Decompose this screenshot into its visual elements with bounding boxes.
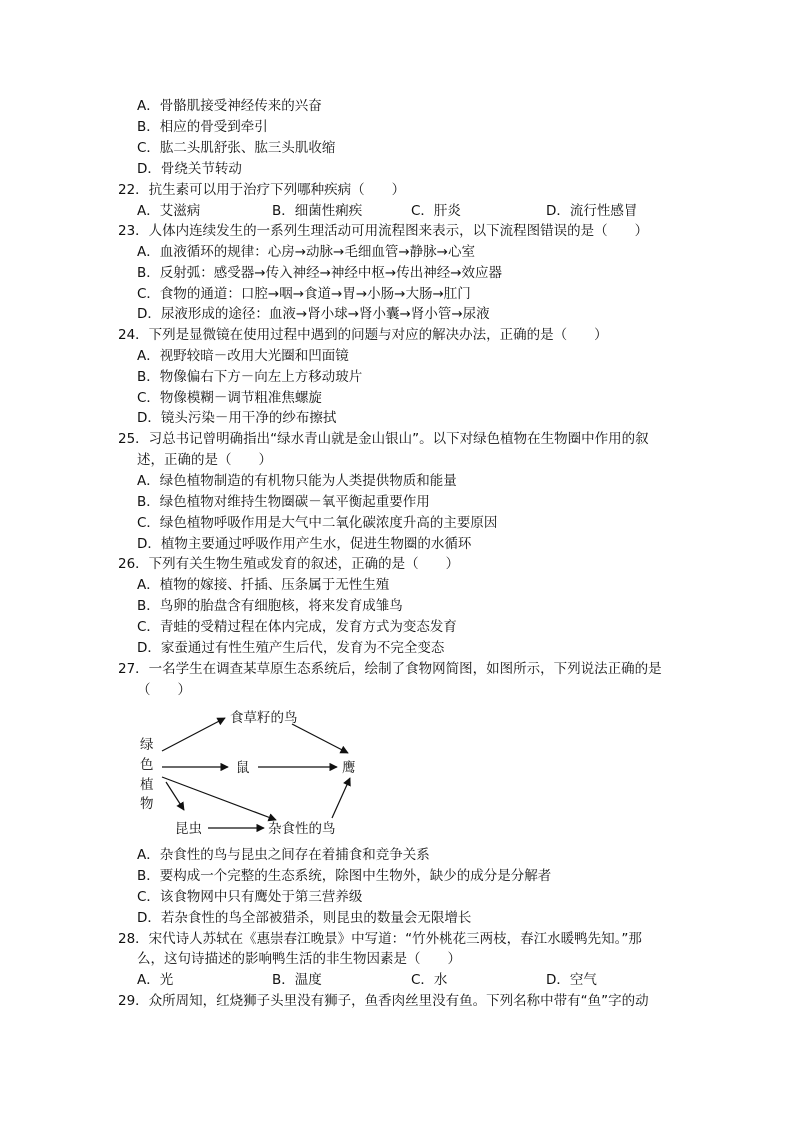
producer-char-3: 植 <box>140 777 154 793</box>
q25-option-a: A．绿色植物制造的有机物只能为人类提供物质和能量 <box>137 473 457 489</box>
seed-bird-label: 食草籽的鸟 <box>230 710 298 726</box>
q27-option-d: D．若杂食性的鸟全部被猎杀，则昆虫的数量会无限增长 <box>137 910 472 926</box>
q28-option-c: C．水 <box>411 972 448 988</box>
producer-char-2: 色 <box>140 757 154 773</box>
producer-char-1: 绿 <box>140 737 154 753</box>
q27-stem-line1: 27．一名学生在调查某草原生态系统后，绘制了食物网简图，如图所示，下列说法正确的是 <box>118 661 662 677</box>
q24-option-c: C．物像模糊－调节粗准焦螺旋 <box>137 390 322 406</box>
q21-option-d: D．骨绕关节转动 <box>137 161 242 177</box>
arrow-plant-to-omnivore-bird <box>162 777 276 820</box>
hawk-label: 鹰 <box>342 760 356 776</box>
q22-option-c: C．肝炎 <box>411 203 461 219</box>
q29-stem-line1: 29．众所周知，红烧狮子头里没有狮子，鱼香肉丝里没有鱼。下列名称中带有“鱼”字的动 <box>118 993 649 1009</box>
q28-stem-line1: 28．宋代诗人苏轼在《惠崇春江晚景》中写道：“竹外桃花三两枝，春江水暖鸭先知。”那 <box>118 931 642 947</box>
q27-option-a: A．杂食性的鸟与昆虫之间存在着捕食和竞争关系 <box>137 847 430 863</box>
q22-option-d: D．流行性感冒 <box>546 203 638 219</box>
q27-option-c: C．该食物网中只有鹰处于第三营养级 <box>137 889 363 905</box>
q23-option-c: C．食物的通道：口腔→咽→食道→胃→小肠→大肠→肛门 <box>137 286 471 302</box>
q28-option-b: B．温度 <box>272 972 322 988</box>
q24-option-b: B．物像偏右下方－向左上方移动玻片 <box>137 369 363 385</box>
q25-stem-line1: 25．习总书记曾明确指出“绿水青山就是金山银山”。以下对绿色植物在生物圈中作用的叙 <box>118 431 649 447</box>
producer-char-4: 物 <box>140 796 154 812</box>
mouse-label: 鼠 <box>236 760 250 776</box>
q26-option-d: D．家蚕通过有性生殖产生后代，发育为不完全变态 <box>137 640 445 656</box>
q25-option-d: D．植物主要通过呼吸作用产生水，促进生物圈的水循环 <box>137 536 472 552</box>
q23-option-d: D．尿液形成的途径：血液→肾小球→肾小囊→肾小管→尿液 <box>137 306 490 322</box>
arrow-omnivore-bird-to-hawk <box>332 778 350 818</box>
arrow-seed-bird-to-hawk <box>292 724 348 753</box>
arrow-plant-to-seed-bird <box>162 718 225 751</box>
q27-option-b: B．要构成一个完整的生态系统，除图中生物外，缺少的成分是分解者 <box>137 868 552 884</box>
q26-option-c: C．青蛙的受精过程在体内完成，发育方式为变态发育 <box>137 619 457 635</box>
q22-option-a: A．艾滋病 <box>137 203 201 219</box>
q25-option-c: C．绿色植物呼吸作用是大气中二氧化碳浓度升高的主要原因 <box>137 515 498 531</box>
q24-stem: 24．下列是显微镜在使用过程中遇到的问题与对应的解决办法，正确的是（ ） <box>118 327 608 343</box>
q22-stem: 22．抗生素可以用于治疗下列哪种疾病（ ） <box>118 182 406 198</box>
q23-option-b: B．反射弧：感受器→传入神经→神经中枢→传出神经→效应器 <box>137 265 503 281</box>
q26-stem: 26．下列有关生物生殖或发育的叙述，正确的是（ ） <box>118 556 460 572</box>
q23-stem: 23．人体内连续发生的一系列生理活动可用流程图来表示，以下流程图错误的是（ ） <box>118 223 649 239</box>
q23-option-a: A．血液循环的规律：心房→动脉→毛细血管→静脉→心室 <box>137 244 475 260</box>
q26-option-b: B．鸟卵的胎盘含有细胞核，将来发育成雏鸟 <box>137 598 403 614</box>
q21-option-a: A．骨骼肌接受神经传来的兴奋 <box>137 98 322 114</box>
insect-label: 昆虫 <box>175 821 202 837</box>
q25-stem-line2: 述，正确的是（ ） <box>137 452 272 468</box>
q21-option-b: B．相应的骨受到牵引 <box>137 119 268 135</box>
q28-stem-line2: 么，这句诗描述的影响鸭生活的非生物因素是（ ） <box>137 951 461 967</box>
q26-option-a: A．植物的嫁接、扦插、压条属于无性生殖 <box>137 577 390 593</box>
q28-option-a: A．光 <box>137 972 174 988</box>
q25-option-b: B．绿色植物对维持生物圈碳－氧平衡起重要作用 <box>137 494 430 510</box>
q21-option-c: C．肱二头肌舒张、肱三头肌收缩 <box>137 140 336 156</box>
q24-option-a: A．视野较暗－改用大光圈和凹面镜 <box>137 348 349 364</box>
q27-stem-line2: （ ） <box>137 682 191 698</box>
q24-option-d: D．镜头污染－用干净的纱布擦拭 <box>137 410 337 426</box>
arrow-plant-to-insect <box>166 782 184 810</box>
q28-option-d: D．空气 <box>546 972 597 988</box>
omnivore-bird-label: 杂食性的鸟 <box>268 821 336 837</box>
q22-option-b: B．细菌性痢疾 <box>272 203 363 219</box>
